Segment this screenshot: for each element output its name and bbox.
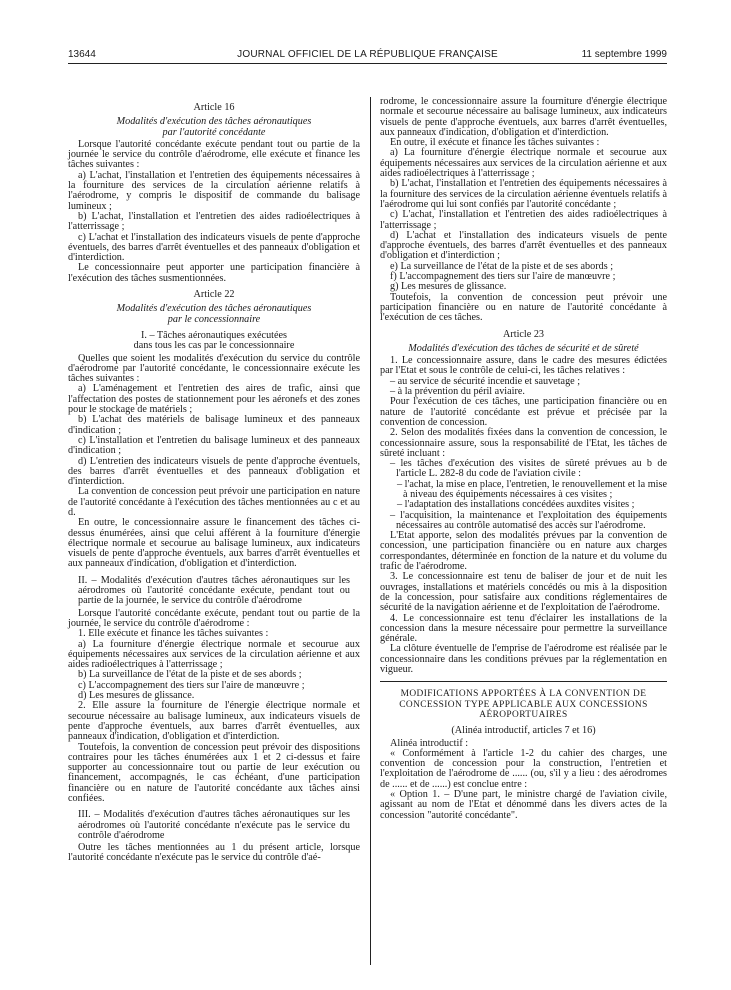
left-paragraph: b) La surveillance de l'état de la piste et de ses abords ; (78, 669, 302, 681)
right-paragraph: En outre, il exécute et finance les tâches suivantes : (390, 137, 600, 149)
list-item: – les tâches d'exécution des visites de sûreté prévues au b de l'article L. 282-8 du code de l'aviation civile : (390, 458, 667, 480)
list-item: – l'acquisition, la maintenance et l'exploitation des équipements nécessaires au contrôle automatisé des accès sur l'aérodrome. (390, 509, 667, 531)
list-item: – l'achat, la mise en place, l'entretien, le renouvellement et la mise à niveau des équipements nécessaires à ces visites ; (397, 478, 667, 500)
right-paragraph: 1. Le concessionnaire assure, dans le cadre des mesures édictées par l'Etat et sous le contrôle de celui-ci, les tâches relatives : (380, 355, 667, 377)
right-paragraph: rodrome, le concessionnaire assure la fourniture d'énergie électrique normale et secourue nécessaire au balisage lumineux, aux indicateurs visuels de pente d'approche éventuels, aux barres d'arrêt éventuelles, aux panneaux d'indication, d'obligation et d'interdiction. (380, 96, 667, 138)
right-paragraph: « Conformément à l'article 1-2 du cahier des charges, une convention de concession pour la construction, l'entretien et l'exploitation de l'aérodrome de ...... (ou, s'il y a lieu : des aérodromes de ...... et de ......) est conclue entre : (380, 747, 667, 790)
section-heading: I. – Tâches aéronautiques exécutées (140, 329, 288, 341)
right-paragraph: f) L'accompagnement des tiers sur l'aire de manœuvre ; (390, 271, 616, 283)
article-subtitle: Modalités d'exécution des tâches de sécurité et de sûreté (408, 342, 639, 354)
section-heading: dans tous les cas par le concessionnaire (133, 340, 295, 352)
left-paragraph: c) L'accompagnement des tiers sur l'aire de manœuvre ; (78, 679, 305, 691)
left-paragraph: La convention de concession peut prévoir une participation en nature de l'autorité concédante à l'exécution des tâches mentionnées au c et au d. (68, 486, 360, 518)
article-subtitle: Modalités d'exécution des tâches aéronautiques (116, 116, 312, 128)
right-paragraph: L'Etat apporte, selon des modalités prévues par la convention de concession, une participation financière ou en nature aux charges correspondantes, déterminée en fonction de la nature et du volume du trafic de l'aérodrome. (380, 530, 667, 573)
right-paragraph: Toutefois, la convention de concession peut prévoir une participation financière ou en nature de l'autorité concédante à l'exécution de ces tâches. (380, 291, 667, 324)
modifications-heading: MODIFICATIONS APPORTÉES À LA CONVENTION DE CONCESSION TYPE APPLICABLE AUX CONCESSIONS AÉROPORTUAIRES (399, 689, 648, 720)
left-paragraph: Le concessionnaire peut apporter une participation financière à l'exécution des tâches susmentionnées. (68, 262, 360, 284)
article-subtitle: par le concessionnaire (167, 313, 261, 325)
section-rule (380, 681, 667, 682)
right-paragraph: d) L'achat et l'installation des indicateurs visuels de pente d'approche éventuels, des barres d'arrêt éventuelles et des panneaux d'obligation et d'interdiction ; (380, 229, 667, 262)
right-paragraph: « Option 1. – D'une part, le ministre chargé de l'aviation civile, agissant au nom de l'Etat et dénommé dans les divers actes de la concession "autorité concédante". (380, 789, 667, 821)
left-paragraph: b) L'achat, l'installation et l'entretien des aides radioélectriques à l'atterrissage ; (68, 210, 360, 233)
right-paragraph: e) La surveillance de l'état de la piste et de ses abords ; (390, 260, 614, 272)
article-heading: Article 23 (502, 328, 545, 340)
right-column (380, 97, 667, 821)
right-paragraph: 2. Selon des modalités fixées dans la convention de concession, le concessionnaire assure, sous la responsabilité de l'Etat, les tâches de sûreté incluant : (380, 427, 667, 459)
left-paragraph: 2. Elle assure la fourniture de l'énergie électrique normale et secourue nécessaire au balisage lumineux, aux indicateurs visuels de pente d'approche éventuels, aux barres d'arrêt éventuelles, aux panneaux d'indication, d'obligation et d'interdiction. (68, 700, 360, 743)
left-paragraph: En outre, le concessionnaire assure le financement des tâches ci-dessus énumérées, ainsi que celui afférent à la fourniture d'énergie électrique normale et secourue au balisage lumineux, aux indicateurs visuels de pente d'approche éventuels, aux barres d'arrêt éventuelles et aux panneaux d'indication, d'obligation et d'interdiction. (68, 517, 360, 570)
list-item: – au service de sécurité incendie et sauvetage ; (390, 375, 581, 387)
left-paragraph: b) L'achat des matériels de balisage lumineux et des panneaux d'indication ; (68, 414, 360, 436)
list-item: – l'adaptation des installations concédées auxdites visites ; (397, 499, 635, 511)
right-paragraph: g) Les mesures de glissance. (390, 281, 507, 293)
section-heading: (Alinéa introductif, articles 7 et 16) (451, 725, 596, 737)
column-divider (370, 97, 371, 965)
left-column (68, 97, 360, 864)
page-header (68, 49, 667, 61)
right-paragraph: 3. Le concessionnaire est tenu de baliser de jour et de nuit les ouvrages, installations et matériels concédés ou mis à la disposition de la concession, pour satisfaire aux conditions réglementaires de sécurité de la navigation aérienne et de l'exploitation de l'aérodrome. (380, 571, 667, 614)
right-paragraph: La clôture éventuelle de l'emprise de l'aérodrome est réalisée par le concessionnaire dans les conditions prévues par la réglementation en vigueur. (380, 643, 667, 676)
header-rule (68, 63, 667, 64)
left-paragraph: Lorsque l'autorité concédante exécute, pendant tout ou partie de la journée, le service du contrôle d'aérodrome : (68, 607, 360, 629)
left-paragraph: d) L'entretien des indicateurs visuels de pente d'approche éventuels, des barres d'arrêt éventuelles et des panneaux d'obligation et d'interdiction. (68, 455, 360, 488)
article-subtitle: Modalités d'exécution des tâches aéronautiques (116, 303, 312, 315)
article-subtitle: par l'autorité concédante (162, 126, 266, 138)
left-paragraph: c) L'achat et l'installation des indicateurs visuels de pente d'approche éventuels, des barres d'arrêt éventuelles et des panneaux d'obligation et d'interdiction. (68, 231, 360, 264)
right-paragraph: a) La fourniture d'énergie électrique normale et secourue aux équipements nécessaires aux services de la circulation aérienne et aux aides radioélectriques à l'atterrissage ; (380, 147, 667, 180)
right-paragraph: Pour l'exécution de ces tâches, une participation financière ou en nature de l'autorité concédante est prévue et précisée par la convention de concession. (380, 396, 667, 428)
section-heading: III. – Modalités d'exécution d'autres tâches aéronautiques sur les aérodromes où l'autorité concédante n'exécute pas le service du contrôle d'aérodrome (78, 809, 350, 841)
left-paragraph: Toutefois, la convention de concession peut prévoir des dispositions contraires pour les tâches énumérées aux 1 et 2 ci-dessus et faire supporter au concessionnaire tout ou partie de leur exécution ou financement, accompagnés, le cas échéant, d'une participation financière ou en nature de l'autorité concédante aux tâches ainsi confiées. (68, 741, 360, 804)
issue-date: 11 septembre 1999 (581, 49, 667, 60)
page-number: 13644 (68, 49, 96, 60)
left-paragraph: Quelles que soient les modalités d'exécution du service du contrôle d'aérodrome par l'autorité concédante, le concessionnaire exécute les tâches suivantes : (68, 352, 360, 385)
right-paragraph: 4. Le concessionnaire est tenu d'éclairer les installations de la concession dans la mesure nécessaire pour permettre la surveillance générale. (380, 612, 667, 645)
journal-title: JOURNAL OFFICIEL DE LA RÉPUBLIQUE FRANÇAISE (237, 49, 498, 60)
article-heading: Article 22 (193, 289, 235, 301)
right-paragraph: c) L'achat, l'installation et l'entretien des aides radioélectriques à l'atterrissage ; (380, 209, 667, 231)
left-paragraph: a) La fourniture d'énergie électrique normale et secourue aux équipements nécessaires aux services de la circulation aérienne et aux aides radioélectriques à l'atterrissage ; (68, 638, 360, 671)
left-paragraph: a) L'aménagement et l'entretien des aires de trafic, ainsi que l'affectation des postes de stationnement pour les aéronefs et des zones pour le stockage de matériels ; (68, 383, 360, 416)
left-paragraph: a) L'achat, l'installation et l'entretien des équipements nécessaires à la fourniture des services de la circulation aérienne relatifs à l'aérodrome, y compris le dispositif de commande du balisage lumineux ; (68, 169, 360, 212)
right-paragraph: Alinéa introductif : (390, 737, 469, 749)
left-paragraph: c) L'installation et l'entretien du balisage lumineux et des panneaux d'indication ; (68, 434, 360, 457)
left-paragraph: d) Les mesures de glissance. (78, 690, 195, 702)
section-heading: II. – Modalités d'exécution d'autres tâches aéronautiques sur les aérodromes où l'autorité concédante exécute, pendant tout ou partie de la journée, le service du contrôle d'aérodrome (78, 574, 350, 607)
article-heading: Article 16 (193, 102, 235, 113)
left-paragraph: Outre les tâches mentionnées au 1 du présent article, lorsque l'autorité concédante n'exécute pas le service du contrôle d'aé- (68, 842, 360, 864)
left-paragraph: 1. Elle exécute et finance les tâches suivantes : (78, 628, 269, 640)
left-paragraph: Lorsque l'autorité concédante exécute pendant tout ou partie de la journée le service du contrôle d'aérodrome, elle exécute et finance les tâches suivantes : (68, 138, 360, 171)
right-paragraph: b) L'achat, l'installation et l'entretien des équipements nécessaires à la fourniture des services de la circulation aérienne éventuels relatifs à l'aérodrome qui lui sont confiés par l'autorité concédante ; (380, 178, 667, 210)
list-item: – à la prévention du péril aviaire. (390, 386, 525, 398)
